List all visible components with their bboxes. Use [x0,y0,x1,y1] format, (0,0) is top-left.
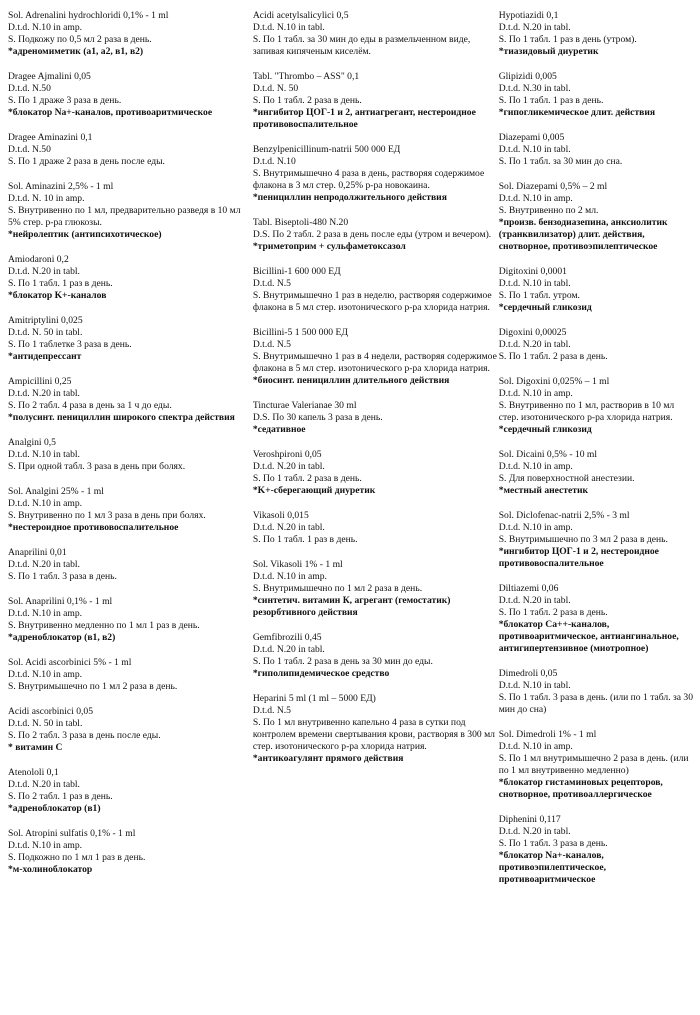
dispense-line: D.t.d. N.5 [252,705,291,716]
signa-line: S. По 1 мл внутривенно капельно 4 раза в сутки под контролем времени свертывания крови, растворяя в 300 мл стер. изотонического р-ра хлорида натрия. [252,717,495,752]
prescription-entry [499,510,694,570]
dispense-line: D.t.d. N.10 in amp. [498,388,573,399]
pharmacological-note: *блокатор Na+-каналов, противоаритмическое [8,107,213,118]
pharmacological-note: *тиазидовый диуретик [498,46,599,57]
drug-name: Ampicillini 0,25 [8,376,72,387]
dispense-line: D.t.d. N. 10 in amp. [8,193,85,204]
drug-name: Sol. Diazepami 0,5% – 2 ml [498,181,608,192]
prescription-entry [8,71,253,119]
pharmacological-note: *произв. бензодиазепина, анксиолитик (транквилизатор) длит. действия, снотворное, противоэпилептическое [498,217,668,252]
pharmacological-note: *пенициллин непродолжительного действия [252,192,447,203]
drug-name: Tincturae Valerianae 30 ml [252,400,357,411]
pharmacological-note: *ингибитор ЦОГ-1 и 2, антиагрегант, нестероидное противовоспалительное [252,107,476,130]
dispense-line: D.t.d. N. 50 in tabl. [8,718,83,729]
dispense-line: D.S. По 2 табл. 2 раза в день после еды (утром и вечером). [252,229,492,240]
pharmacological-note: *м-холиноблокатор [8,864,93,875]
signa-line: S. По 1 табл. 1 раз в день. [498,95,604,106]
signa-line: S. Внутримышечно 1 раз в 4 недели, растворяя содержимое флакона в 5 мл стер. изотонического р-ра хлорида натрия. [252,351,497,374]
pharmacological-note: *антидепрессант [8,351,82,362]
prescription-entry [499,266,694,314]
signa-line: S. Для поверхностной анестезии. [498,473,635,484]
dispense-line: D.S. По 30 капель 3 раза в день. [252,412,383,423]
prescription-entry [8,132,253,168]
column-1 [8,10,253,1015]
dispense-line: D.t.d. N.10 in tabl. [498,278,571,289]
signa-line: S. По 1 табл. 2 раза в день за 30 мин до еды. [252,656,433,667]
signa-line: S. Внутривенно по 1 мл, растворив в 10 мл стер. изотонического р-ра хлорида натрия. [498,400,675,423]
pharmacological-note: *полусинт. пенициллин широкого спектра действия [8,412,235,423]
drug-name: Sol. Acidi ascorbinici 5% - 1 ml [8,657,132,668]
prescription-entry [253,10,499,58]
drug-name: Veroshpironi 0,05 [252,449,322,460]
dispense-line: D.t.d. N.10 in amp. [8,669,83,680]
dispense-line: D.t.d. N.50 [8,83,51,94]
prescription-entry [8,254,253,302]
signa-line: S. Подкожу по 0,5 мл 2 раза в день. [8,34,152,45]
drug-name: Tabl. "Thrombo – ASS" 0,1 [252,71,360,82]
dispense-line: D.t.d. N.20 in tabl. [8,779,80,790]
drug-name: Digoxini 0,00025 [498,327,567,338]
dispense-line: D.t.d. N.10 [252,156,296,167]
signa-line: S. Внутримышечно 1 раз в неделю, растворяя содержимое флакона в 5 мл стер. изотонического р-ра хлорида натрия. [252,290,492,313]
drug-name: Sol. Dicaini 0,5% - 10 ml [498,449,598,460]
signa-line: S. По 1 табл. за 30 мин до сна. [498,156,623,167]
prescription-entry [499,814,694,886]
dispense-line: D.t.d. N.10 in amp. [498,461,573,472]
signa-line: S. По 2 табл. 3 раза в день после еды. [8,730,161,741]
prescription-entry [499,181,694,253]
prescription-entry [253,559,499,619]
signa-line: S. По 2 табл. 1 раз в день. [8,791,113,802]
signa-line: S. По 1 драже 3 раза в день. [8,95,122,106]
dispense-line: D.t.d. N.10 in amp. [8,840,83,851]
signa-line: S. Внутримышечно по 3 мл 2 раза в день. [498,534,668,545]
dispense-line: D.t.d. N.20 in tabl. [498,22,571,33]
drug-name: Dragee Ajmalini 0,05 [8,71,91,82]
pharmacological-note: *адреноблокатор (в1, в2) [8,632,116,643]
dispense-line: D.t.d. N.10 in amp. [8,498,83,509]
pharmacological-note: *сердечный гликозид [498,302,592,313]
signa-line: S. По 2 табл. 4 раза в день за 1 ч до еды. [8,400,172,411]
prescription-entry [253,510,499,546]
prescription-entry [8,706,253,754]
drug-name: Sol. Vikasoli 1% - 1 ml [252,559,343,570]
dispense-line: D.t.d. N.20 in tabl. [498,339,571,350]
prescription-entry [8,596,253,644]
signa-line: S. Подкожно по 1 мл 1 раз в день. [8,852,146,863]
drug-name: Diphenini 0,117 [498,814,561,825]
dispense-line: D.t.d. N.30 in tabl. [498,83,571,94]
prescription-entry [253,144,499,204]
signa-line: S. По 1 табл. 3 раза в день. (или по 1 табл. за 30 мин до сна) [498,692,694,715]
drug-name: Dimedroli 0,05 [498,668,558,679]
prescription-entry [8,828,253,876]
pharmacological-note: *синтетич. витамин К, агрегант (гемостатик) резорбтивного действия [252,595,451,618]
drug-name: Sol. Atropini sulfatis 0,1% - 1 ml [8,828,136,839]
drug-name: Tabl. Biseptoli-480 N.20 [252,217,349,228]
prescription-entry [8,486,253,534]
signa-line: S. По 1 табл. 2 раза в день. [252,95,362,106]
prescription-entry [8,376,253,424]
prescription-entry [253,327,499,387]
drug-name: Sol. Adrenalini hydrochloridi 0,1% - 1 ml [8,10,169,21]
pharmacological-note: *гиполипидемическое средство [252,668,390,679]
prescription-entry [8,657,253,693]
drug-name: Sol. Diclofenac-natrii 2,5% - 3 ml [498,510,630,521]
dispense-line: D.t.d. N.20 in tabl. [498,826,571,837]
prescription-entry [499,327,694,363]
dispense-line: D.t.d. N.5 [252,278,291,289]
prescription-entry [253,449,499,497]
dispense-line: D.t.d. N.10 in tabl. [498,680,571,691]
dispense-line: D.t.d. N.50 [8,144,51,155]
pharmacological-note: *блокатор гистаминовых рецепторов, снотворное, противоаллергическое [498,777,663,800]
signa-line: S. По 1 табл. 1 раз в день. [8,278,113,289]
signa-line: S. По 1 табл. 1 раз в день. [252,534,358,545]
signa-line: S. По 1 таблетке 3 раза в день. [8,339,132,350]
drug-name: Amitriptylini 0,025 [8,315,83,326]
prescription-entry [253,71,499,131]
pharmacological-note: *седативное [252,424,306,435]
signa-line: S. По 1 драже 2 раза в день после еды. [8,156,165,167]
pharmacological-note: *адреномиметик (а1, а2, в1, в2) [8,46,144,57]
pharmacological-note: *гипогликемическое длит. действия [498,107,656,118]
signa-line: S. По 1 табл. утром. [498,290,580,301]
drug-name: Bicillini-1 600 000 ЕД [252,266,341,277]
drug-name: Analgini 0,5 [8,437,56,448]
dispense-line: D.t.d. N.20 in tabl. [8,388,80,399]
dispense-line: D.t.d. N.20 in tabl. [252,461,325,472]
prescription-entry [499,10,694,58]
signa-line: S. Внутримышечно по 1 мл 2 раза в день. [8,681,178,692]
drug-name: Vikasoli 0,015 [252,510,309,521]
drug-name: Acidi acetylsalicylici 0,5 [252,10,349,21]
pharmacological-note: *местный анестетик [498,485,589,496]
prescription-entry [499,668,694,716]
pharmacological-note: *триметоприм + сульфаметоксазол [252,241,406,252]
drug-name: Bicillini-5 1 500 000 ЕД [252,327,348,338]
dispense-line: D.t.d. N.20 in tabl. [252,644,325,655]
prescription-entry [253,400,499,436]
prescription-entry [499,376,694,436]
prescription-entry [8,437,253,473]
prescription-entry [499,71,694,119]
drug-name: Sol. Dimedroli 1% - 1 ml [498,729,597,740]
dispense-line: D.t.d. N.10 in amp. [252,571,327,582]
prescription-entry [253,217,499,253]
drug-name: Diltiazemi 0,06 [498,583,559,594]
dispense-line: D.t.d. N.10 in tabl. [498,144,571,155]
drug-name: Sol. Aminazini 2,5% - 1 ml [8,181,114,192]
dispense-line: D.t.d. N.10 in tabl. [252,22,325,33]
dispense-line: D.t.d. N. 50 in tabl. [8,327,83,338]
pharmacological-note: *биосинт. пенициллин длительного действия [252,375,450,386]
prescription-entry [499,583,694,655]
dispense-line: D.t.d. N.5 [252,339,291,350]
drug-name: Amiodaroni 0,2 [8,254,69,265]
drug-name: Glipizidi 0,005 [498,71,557,82]
prescription-entry [253,632,499,680]
drug-name: Benzylpenicillinum-natrii 500 000 ЕД [252,144,401,155]
pharmacological-note: *антикоагулянт прямого действия [252,753,404,764]
dispense-line: D.t.d. N.20 in tabl. [252,522,325,533]
prescription-entry [8,10,253,58]
pharmacological-note: *K+-сберегающий диуретик [252,485,376,496]
drug-name: Sol. Anaprilini 0,1% - 1 ml [8,596,113,607]
pharmacological-note: *нейролептик (антипсихотическое) [8,229,162,240]
signa-line: S. При одной табл. 3 раза в день при болях. [8,461,186,472]
dispense-line: D.t.d. N. 50 [252,83,299,94]
prescription-entry [8,767,253,815]
drug-name: Anaprilini 0,01 [8,547,67,558]
signa-line: S. Внутривенно по 2 мл. [498,205,599,216]
pharmacological-note: *адреноблокатор (в1) [8,803,101,814]
dispense-line: D.t.d. N.20 in tabl. [498,595,571,606]
dispense-line: D.t.d. N.20 in tabl. [8,266,80,277]
prescription-entry [499,449,694,497]
prescription-entry [8,547,253,583]
drug-name: Heparini 5 ml (1 ml – 5000 ЕД) [252,693,376,704]
prescription-entry [253,266,499,314]
signa-line: S. Внутривенно медленно по 1 мл 1 раз в день. [8,620,200,631]
pharmacological-note: *сердечный гликозид [498,424,592,435]
drug-name: Atenololi 0,1 [8,767,59,778]
prescription-entry [8,181,253,241]
signa-line: S. По 1 табл. 2 раза в день. [498,351,608,362]
prescription-entry [253,693,499,765]
drug-name: Dragee Aminazini 0,1 [8,132,93,143]
pharmacological-note: * витамин С [8,742,63,753]
signa-line: S. Внутривенно по 1 мл 3 раза в день при болях. [8,510,206,521]
drug-name: Sol. Digoxini 0,025% – 1 ml [498,376,610,387]
pharmacological-note: *блокатор K+-каналов [8,290,107,301]
signa-line: S. Внутримышечно по 1 мл 2 раза в день. [252,583,423,594]
signa-line: S. По 1 табл. 2 раза в день. [498,607,608,618]
signa-line: S. По 1 мл внутримышечно 2 раза в день. (или по 1 мл внутривенно медленно) [498,753,689,776]
dispense-line: D.t.d. N.20 in tabl. [8,559,80,570]
drug-name: Diazepami 0,005 [498,132,565,143]
drug-name: Digitoxini 0,0001 [498,266,567,277]
prescription-entry [499,132,694,168]
signa-line: S. По 1 табл. 1 раз в день (утром). [498,34,637,45]
drug-name: Gemfibrozili 0,45 [252,632,322,643]
prescription-entry [499,729,694,801]
pharmacological-note: *нестероидное противовоспалительное [8,522,179,533]
signa-line: S. По 1 табл. 3 раза в день. [498,838,608,849]
prescription-entry [8,315,253,363]
column-3 [499,10,694,1015]
drug-name: Hypotiazidi 0,1 [498,10,559,21]
signa-line: S. По 1 табл. 3 раза в день. [8,571,117,582]
column-2 [253,10,499,1015]
signa-line: S. По 1 табл. за 30 мин до еды в размельченном виде, запивая кипяченым киселём. [252,34,471,57]
drug-name: Sol. Analgini 25% - 1 ml [8,486,104,497]
signa-line: S. Внутримышечно 4 раза в день, растворяя содержимое флакона в 3 мл стер. 0,25% р-ра новокаина. [252,168,485,191]
pharmacological-note: *блокатор Са++-каналов, противоаритмическое, антиангинальное, антигипертензивное (миотропное) [498,619,679,654]
dispense-line: D.t.d. N.10 in amp. [498,741,573,752]
dispense-line: D.t.d. N.10 in amp. [8,22,83,33]
pharmacological-note: *ингибитор ЦОГ-1 и 2, нестероидное противовоспалительное [498,546,659,569]
signa-line: S. Внутривенно по 1 мл, предварительно разведя в 10 мл 5% стер. р-ра глюкозы. [8,205,241,228]
dispense-line: D.t.d. N.10 in tabl. [8,449,80,460]
signa-line: S. По 1 табл. 2 раза в день. [252,473,362,484]
dispense-line: D.t.d. N.10 in amp. [8,608,83,619]
pharmacological-note: *блокатор Na+-каналов, противоэпилептическое, противоаритмическое [498,850,607,885]
drug-name: Acidi ascorbinici 0,05 [8,706,93,717]
dispense-line: D.t.d. N.10 in amp. [498,193,573,204]
dispense-line: D.t.d. N.10 in amp. [498,522,573,533]
